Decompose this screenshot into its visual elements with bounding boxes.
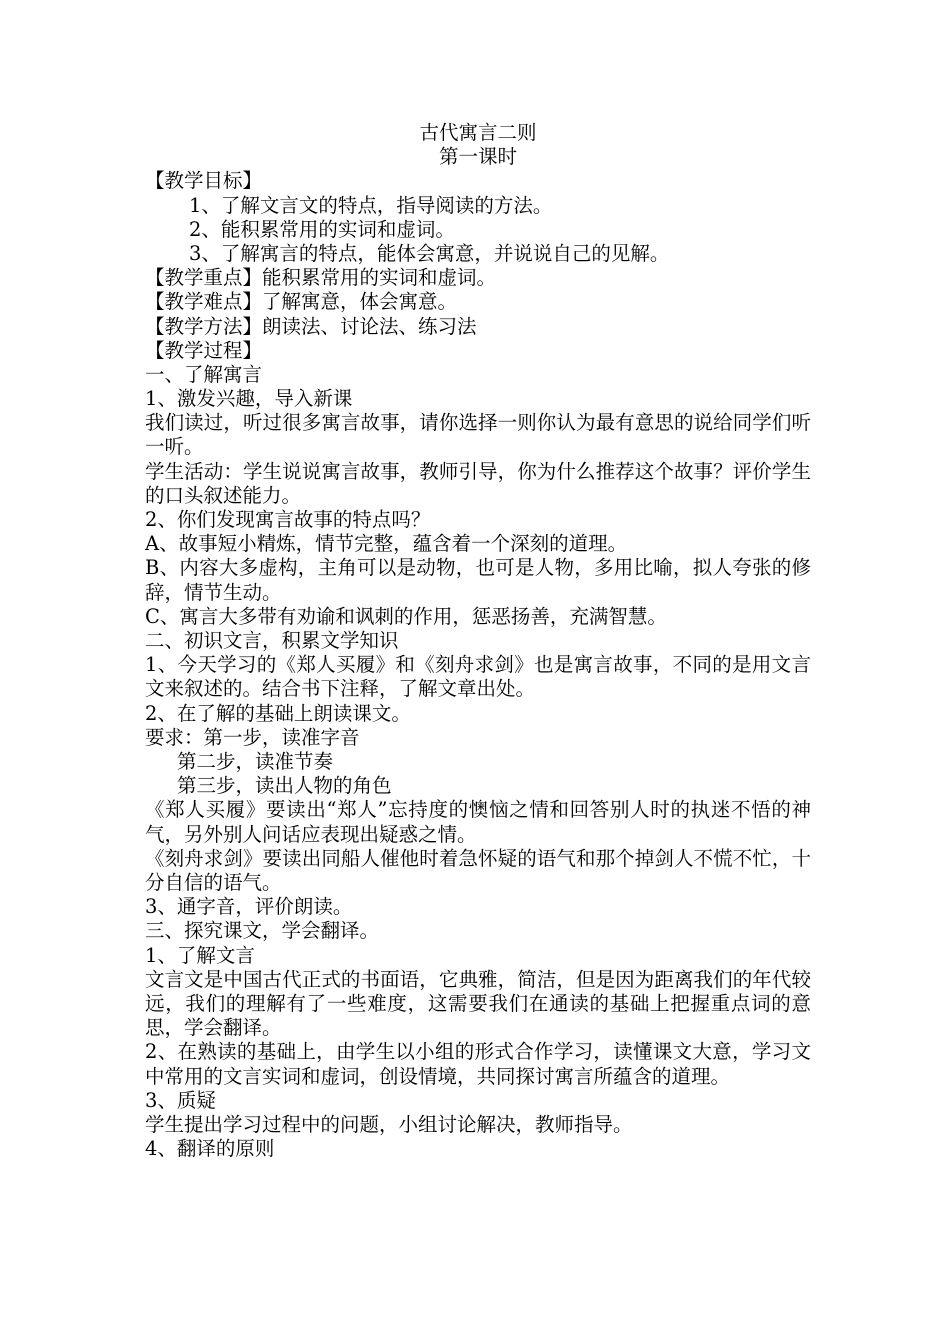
paragraph: 学生活动：学生说说寓言故事，教师引导，你为什么推荐这个故事？评价学生的口头叙述能力。 [145, 459, 811, 507]
paragraph: 3、质疑 [145, 1088, 216, 1112]
key-points: 【教学重点】能积累常用的实词和虚词。 [145, 266, 497, 290]
paragraph: 4、翻译的原则 [145, 1137, 275, 1161]
document-subtitle: 第一课时 [438, 145, 517, 169]
paragraph: 2、在熟读的基础上，由学生以小组的形式合作学习，读懂课文大意，学习文中常用的文言实词和虚词，创设情境，共同探讨寓言所蕴含的道理。 [145, 1040, 811, 1088]
document-page [145, 121, 811, 1161]
requirement-step: 第三步，读出人物的角色 [177, 774, 392, 798]
section2-heading: 二、初识文言，积累文学知识 [145, 629, 399, 653]
difficulties: 【教学难点】了解寓意，体会寓意。 [145, 290, 458, 314]
paragraph: 《刻舟求剑》要读出同船人催他时着急怀疑的语气和那个掉剑人不慌不忙，十分自信的语气。 [145, 846, 811, 894]
requirement-step: 要求：第一步，读准字音 [145, 725, 360, 749]
requirement-step: 第二步，读准节奏 [177, 750, 334, 773]
section1-heading: 一、了解寓言 [145, 362, 263, 386]
paragraph: 1、激发兴趣，导入新课 [145, 387, 353, 411]
paragraph: 《郑人买履》要读出“郑人”忘持度的懊恼之情和回答别人时的执迷不悟的神气，另外别人问话应表现出疑惑之情。 [145, 798, 811, 846]
paragraph: 2、在了解的基础上朗读课文。 [145, 701, 411, 725]
paragraph: 1、了解文言 [145, 943, 255, 967]
paragraph: 我们读过，听过很多寓言故事，请你选择一则你认为最有意思的说给同学们听一听。 [145, 411, 811, 459]
process-heading: 【教学过程】 [145, 338, 263, 362]
paragraph: 2、你们发现寓言故事的特点吗？ [145, 508, 431, 532]
objective-item: 2、能积累常用的实词和虚词。 [189, 217, 455, 241]
paragraph: 文言文是中国古代正式的书面语，它典雅，简洁，但是因为距离我们的年代较远，我们的理解有了一些难度，这需要我们在通读的基础上把握重点词的意思，学会翻译。 [145, 967, 811, 1040]
document-title: 古代寓言二则 [419, 121, 537, 144]
paragraph: C、寓言大多带有劝谕和讽刺的作用，惩恶扬善，充满智慧。 [145, 604, 667, 628]
objective-item: 3、了解寓言的特点，能体会寓意，并说说自己的见解。 [189, 241, 670, 265]
paragraph: B、内容大多虚构，主角可以是动物，也可是人物，多用比喻，拟人夸张的修辞，情节生动。 [145, 556, 811, 604]
section3-heading: 三、探究课文，学会翻译。 [145, 919, 380, 943]
paragraph: 学生提出学习过程中的问题，小组讨论解决，教师指导。 [145, 1112, 633, 1136]
objectives-heading: 【教学目标】 [145, 169, 263, 193]
paragraph: A、故事短小精炼，情节完整，蕴含着一个深刻的道理。 [145, 532, 628, 556]
objective-item: 1、了解文言文的特点，指导阅读的方法。 [189, 193, 553, 217]
paragraph: 3、通字音，评价朗读。 [145, 895, 353, 919]
paragraph: 1、今天学习的《郑人买履》和《刻舟求剑》也是寓言故事，不同的是用文言文来叙述的。结合书下注释，了解文章出处。 [145, 653, 811, 701]
methods: 【教学方法】朗读法、讨论法、练习法 [145, 314, 477, 338]
